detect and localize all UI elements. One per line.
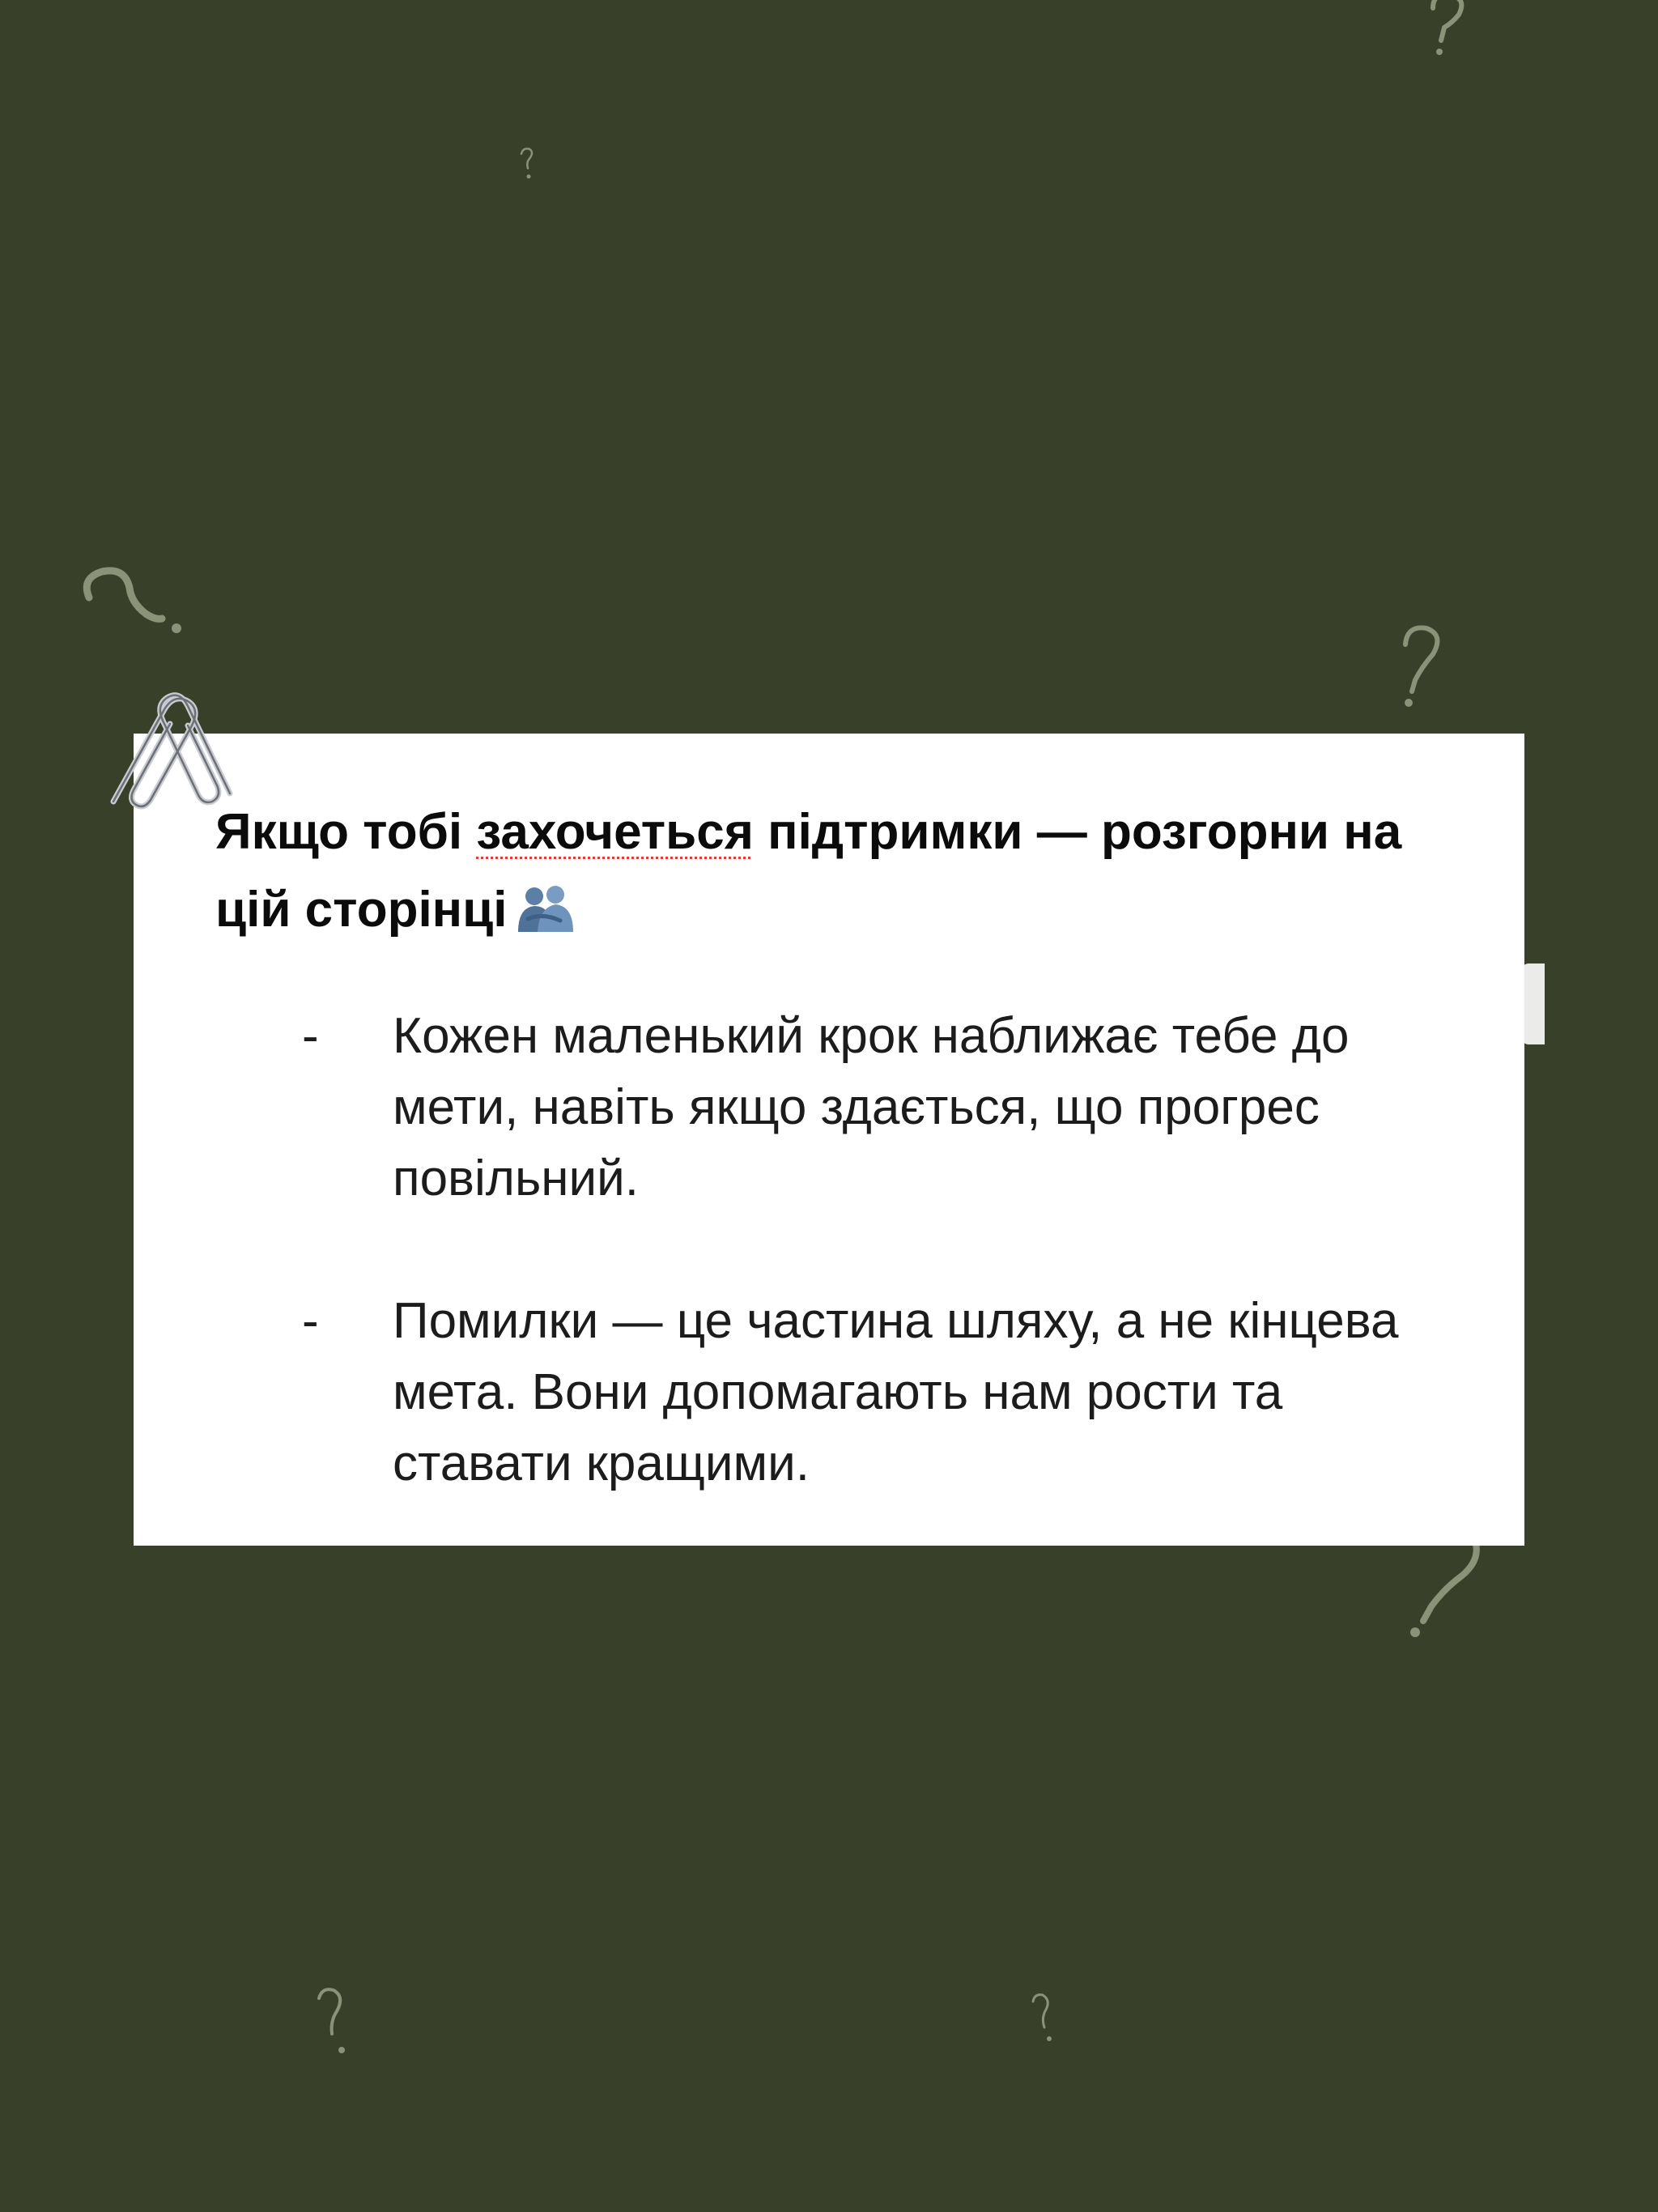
question-mark-icon [1028, 1992, 1061, 2048]
heading-part-3: підтримки — розгорни на цій сторінці [215, 804, 1402, 938]
people-hugging-icon [513, 883, 576, 935]
bullet-text: Помилки — це частина шляху, а не кінцева мета. Вони допомагають нам рости та ставати кращими. [393, 1293, 1399, 1491]
page-edge-tab [1512, 963, 1545, 1044]
question-mark-icon [1391, 622, 1448, 711]
content-card [134, 734, 1524, 1546]
bullet-text: Кожен маленький крок наближає тебе до мети, навіть якщо здається, що прогрес повільний. [393, 1008, 1350, 1206]
question-mark-icon [314, 1987, 355, 2060]
bullet-marker: - [302, 1008, 319, 1064]
bullet-list [134, 1001, 1524, 1571]
heading-misspelled-word: захочеться [476, 804, 754, 860]
question-mark-icon [517, 146, 541, 186]
question-mark-icon [78, 559, 191, 648]
list-item [134, 1001, 1524, 1214]
question-mark-icon [1425, 0, 1473, 57]
paperclip-icon [97, 672, 243, 818]
bullet-marker: - [302, 1293, 319, 1349]
list-item [134, 1286, 1524, 1499]
heading-part-1: Якщо тобі [215, 804, 477, 860]
card-heading [215, 793, 1478, 949]
